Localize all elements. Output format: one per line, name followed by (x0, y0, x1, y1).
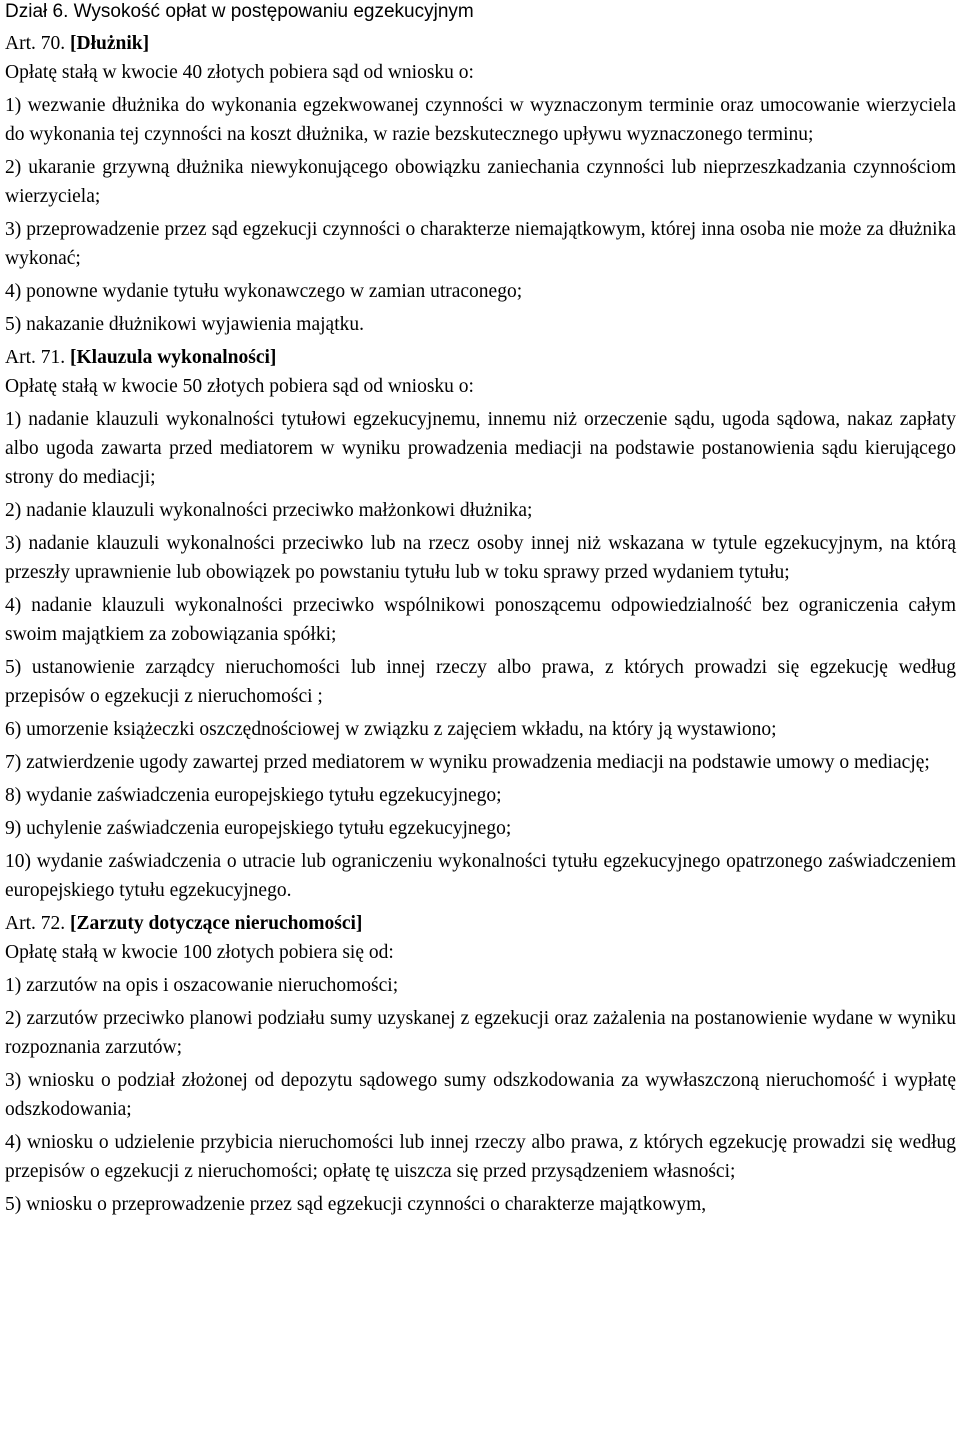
article-heading (5, 343, 956, 372)
list-item: 10) wydanie zaświadczenia o utracie lub ograniczeniu wykonalności tytułu egzekucyjnego opatrzonego zaświadczeniem europejskiego tytułu egzekucyjnego. (5, 851, 956, 901)
list-item: 9) uchylenie zaświadczenia europejskiego tytułu egzekucyjnego; (5, 818, 512, 839)
article-71 (5, 343, 956, 905)
article-intro: Opłatę stałą w kwocie 100 złotych pobiera się od: (5, 942, 394, 963)
list-item: 3) nadanie klauzuli wykonalności przeciwko lub na rzecz osoby innej niż wskazana w tytule egzekucyjnym, na którą przeszły uprawnienie lub obowiązek po powstaniu tytułu lub w toku sprawy przed wydaniem tytułu; (5, 533, 956, 583)
list-item: 5) nakazanie dłużnikowi wyjawienia majątku. (5, 314, 364, 335)
list-item: 5) wniosku o przeprowadzenie przez sąd egzekucji czynności o charakterze majątkowym, (5, 1194, 707, 1215)
article-72 (5, 909, 956, 1219)
list-item: 1) wezwanie dłużnika do wykonania egzekwowanej czynności w wyznaczonym terminie oraz umocowanie wierzyciela do wykonania tej czynności na koszt dłużnika, w razie bezskutecznego upływu wyznaczonego terminu; (5, 95, 956, 145)
article-70 (5, 29, 956, 339)
list-item: 5) ustanowienie zarządcy nieruchomości lub innej rzeczy albo prawa, z których prowadzi się egzekucję według przepisów o egzekucji z nieruchomości ; (5, 657, 956, 707)
article-title: [Zarzuty dotyczące nieruchomości] (70, 913, 363, 934)
article-number: Art. 70. (5, 33, 66, 54)
list-item: 1) nadanie klauzuli wykonalności tytułowi egzekucyjnemu, innemu niż orzeczenie sądu, ugoda sądowa, nakaz zapłaty albo ugoda zawarta przed mediatorem w wyniku prowadzenia mediacji na podstawie postanowienia sądu kierującego strony do mediacji; (5, 409, 956, 488)
article-number: Art. 71. (5, 347, 66, 368)
list-item: 8) wydanie zaświadczenia europejskiego tytułu egzekucyjnego; (5, 785, 502, 806)
list-item: 6) umorzenie książeczki oszczędnościowej w związku z zajęciem wkładu, na który ją wystawiono; (5, 719, 777, 740)
article-number: Art. 72. (5, 913, 66, 934)
list-item: 4) nadanie klauzuli wykonalności przeciwko wspólnikowi ponoszącemu odpowiedzialność bez ograniczenia całym swoim majątkiem za zobowiązania spółki; (5, 595, 956, 645)
article-heading (5, 909, 956, 938)
list-item: 2) nadanie klauzuli wykonalności przeciwko małżonkowi dłużnika; (5, 500, 533, 521)
article-intro: Opłatę stałą w kwocie 50 złotych pobiera sąd od wniosku o: (5, 376, 474, 397)
list-item: 7) zatwierdzenie ugody zawartej przed mediatorem w wyniku prowadzenia mediacji na podstawie umowy o mediację; (5, 752, 930, 773)
list-item: 1) zarzutów na opis i oszacowanie nieruchomości; (5, 975, 399, 996)
list-item: 4) ponowne wydanie tytułu wykonawczego w zamian utraconego; (5, 281, 523, 302)
article-heading (5, 29, 956, 58)
list-item: 4) wniosku o udzielenie przybicia nieruchomości lub innej rzeczy albo prawa, z których egzekucję prowadzi się według przepisów o egzekucji z nieruchomości; opłatę tę uiszcza się przed przysądzeniem własności; (5, 1132, 956, 1182)
article-title: [Klauzula wykonalności] (70, 347, 277, 368)
list-item: 2) ukaranie grzywną dłużnika niewykonującego obowiązku zaniechania czynności lub nieprzeszkadzania czynnościom wierzyciela; (5, 157, 956, 207)
list-item: 2) zarzutów przeciwko planowi podziału sumy uzyskanej z egzekucji oraz zażalenia na postanowienie wydane w wyniku rozpoznania zarzutów; (5, 1008, 956, 1058)
article-intro: Opłatę stałą w kwocie 40 złotych pobiera sąd od wniosku o: (5, 62, 474, 83)
article-title: [Dłużnik] (70, 33, 150, 54)
list-item: 3) wniosku o podział złożonej od depozytu sądowego sumy odszkodowania za wywłaszczoną nieruchomość i wypłatę odszkodowania; (5, 1070, 956, 1120)
list-item: 3) przeprowadzenie przez sąd egzekucji czynności o charakterze niemajątkowym, której inna osoba nie może za dłużnika wykonać; (5, 219, 956, 269)
division-heading: Dział 6. Wysokość opłat w postępowaniu egzekucyjnym (5, 1, 474, 22)
